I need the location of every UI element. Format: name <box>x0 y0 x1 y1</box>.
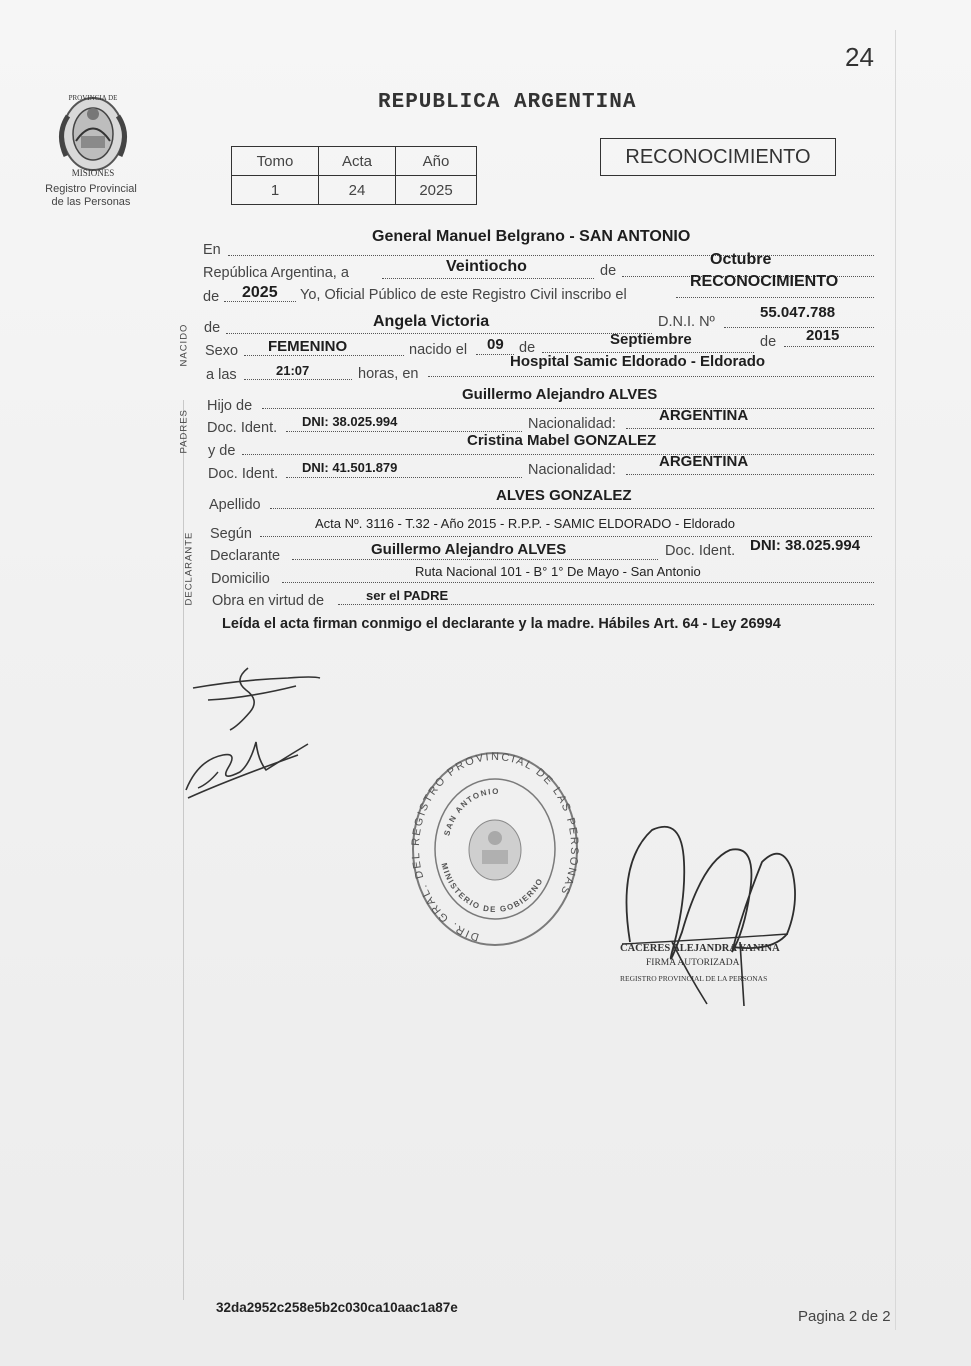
label-nacido-el: nacido el <box>409 342 468 358</box>
value-nac-anio: 2015 <box>806 327 840 344</box>
value-dia: Veintiocho <box>446 258 527 275</box>
value-apellido: ALVES GONZALEZ <box>496 487 632 504</box>
label-y-de: y de <box>208 443 236 459</box>
side-label-padres: PADRES <box>178 409 190 454</box>
value-padre: Guillermo Alejandro ALVES <box>462 386 658 403</box>
dotted-line <box>282 582 874 583</box>
dotted-line <box>242 454 874 455</box>
official-office: REGISTRO PROVINCIAL DE LA PERSONAS <box>620 974 768 983</box>
document-hash: 32da2952c258e5b2c030ca10aac1a87e <box>216 1300 458 1315</box>
value-tomo: 1 <box>232 176 319 205</box>
value-padre-doc: DNI: 38.025.994 <box>302 414 398 429</box>
official-stamp <box>410 750 580 948</box>
value-nac-dia: 09 <box>487 336 504 353</box>
right-edge-line <box>895 30 896 1330</box>
declarant-signature <box>178 660 328 810</box>
label-doc-ident-declarante: Doc. Ident. <box>665 543 736 559</box>
logo-caption-line2: de las Personas <box>51 196 131 208</box>
value-anio: 2025 <box>396 176 477 205</box>
dotted-line <box>724 327 874 328</box>
header-anio: Año <box>396 147 477 176</box>
value-lugar: General Manuel Belgrano - SAN ANTONIO <box>372 228 691 245</box>
dotted-line <box>228 255 874 256</box>
label-yo-oficial: Yo, Oficial Público de este Registro Civil inscribo el <box>300 287 627 303</box>
logo-caption <box>36 183 146 209</box>
label-obra-en-virtud: Obra en virtud de <box>212 593 325 609</box>
side-label-nacido: NACIDO <box>178 323 190 367</box>
book-table-value-row <box>232 176 477 205</box>
act-type-box: RECONOCIMIENTO <box>600 138 836 176</box>
value-acta: 24 <box>319 176 396 205</box>
label-nacionalidad-padre: Nacionalidad: <box>528 416 616 432</box>
label-dni: D.N.I. Nº <box>658 314 715 330</box>
logo-caption-line1: Registro Provincial <box>45 183 137 195</box>
stamp-inner-top-text: SAN ANTONIO <box>442 786 500 837</box>
dotted-line <box>428 376 874 377</box>
logo-arc-text: PROVINCIA DE <box>68 94 118 102</box>
value-padre-nac: ARGENTINA <box>659 407 749 424</box>
label-segun: Según <box>210 526 252 542</box>
value-sexo: FEMENINO <box>268 338 348 355</box>
value-anio: 2025 <box>242 284 278 301</box>
value-dni: 55.047.788 <box>760 304 836 321</box>
dotted-line <box>784 346 874 347</box>
value-segun: Acta Nº. 3116 - T.32 - Año 2015 - R.P.P. - SAMIC ELDORADO - Eldorado <box>315 516 735 531</box>
value-lugar-nac: Hospital Samic Eldorado - Eldorado <box>510 353 766 370</box>
official-signature <box>612 822 812 1012</box>
official-role: FIRMA AUTORIZADA <box>646 958 740 968</box>
dotted-line <box>338 604 874 605</box>
page-number: 24 <box>845 42 874 72</box>
dotted-line <box>626 474 874 475</box>
label-de2: de <box>203 289 220 305</box>
book-table-header-row <box>232 147 477 176</box>
value-nombre: Angela Victoria <box>373 313 490 330</box>
dotted-line <box>244 379 352 380</box>
value-madre-nac: ARGENTINA <box>659 453 749 470</box>
header-tomo: Tomo <box>232 147 319 176</box>
label-de: de <box>600 263 617 279</box>
closing-text: Leída el acta firman conmigo el declarante y la madre. Hábiles Art. 64 - Ley 26994 <box>222 616 781 632</box>
label-a-las: a las <box>206 367 237 383</box>
dotted-line <box>626 428 874 429</box>
label-doc-ident-madre: Doc. Ident. <box>208 466 279 482</box>
label-sexo: Sexo <box>205 343 239 359</box>
label-republica: República Argentina, a <box>203 265 349 281</box>
pagination: Pagina 2 de 2 <box>798 1308 891 1325</box>
label-domicilio: Domicilio <box>211 571 270 587</box>
dotted-line <box>262 408 874 409</box>
label-de-anio: de <box>760 334 777 350</box>
dotted-line <box>292 559 658 560</box>
side-label-declarante: DECLARANTE <box>183 531 195 606</box>
value-nac-mes: Septiembre <box>610 331 692 348</box>
value-domicilio: Ruta Nacional 101 - B° 1° De Mayo - San Antonio <box>415 564 701 579</box>
stamp-inner-bottom-text: MINISTERIO DE GOBIERNO <box>439 861 545 915</box>
label-en: En <box>203 242 221 258</box>
value-mes: Octubre <box>710 251 772 268</box>
dotted-line <box>244 355 404 356</box>
dotted-line <box>382 278 594 279</box>
document-title: REPUBLICA ARGENTINA <box>378 91 637 114</box>
dotted-line <box>676 297 874 298</box>
value-hora: 21:07 <box>276 363 310 378</box>
official-name: CACERES ALEJANDRA YANINA <box>620 943 780 954</box>
label-de-mes: de <box>519 340 536 356</box>
label-doc-ident-padre: Doc. Ident. <box>207 420 278 436</box>
coat-of-arms-logo <box>48 86 138 182</box>
dotted-line <box>286 477 522 478</box>
label-hijo-de: Hijo de <box>207 398 253 414</box>
label-apellido: Apellido <box>209 497 261 513</box>
label-horas-en: horas, en <box>358 366 419 382</box>
value-tipo-inscripcion: RECONOCIMIENTO <box>690 273 839 290</box>
value-madre: Cristina Mabel GONZALEZ <box>467 432 657 449</box>
value-en-virtud: ser el PADRE <box>366 588 449 603</box>
dotted-line <box>226 333 652 334</box>
stamp-outer-text: DIR. GRAL. DEL REGISTRO PROVINCIAL DE LAS PERSONAS <box>410 750 580 943</box>
value-declarante: Guillermo Alejandro ALVES <box>371 541 567 558</box>
header-acta: Acta <box>319 147 396 176</box>
book-reference-table <box>231 146 477 205</box>
dotted-line <box>476 354 514 355</box>
label-nacionalidad-madre: Nacionalidad: <box>528 462 616 478</box>
value-madre-doc: DNI: 41.501.879 <box>302 460 398 475</box>
label-de-persona: de <box>204 320 221 336</box>
value-declarante-doc: DNI: 38.025.994 <box>750 537 861 554</box>
dotted-line <box>270 508 874 509</box>
logo-bottom-text: MISIONES <box>71 168 115 178</box>
label-declarante: Declarante <box>210 548 281 564</box>
